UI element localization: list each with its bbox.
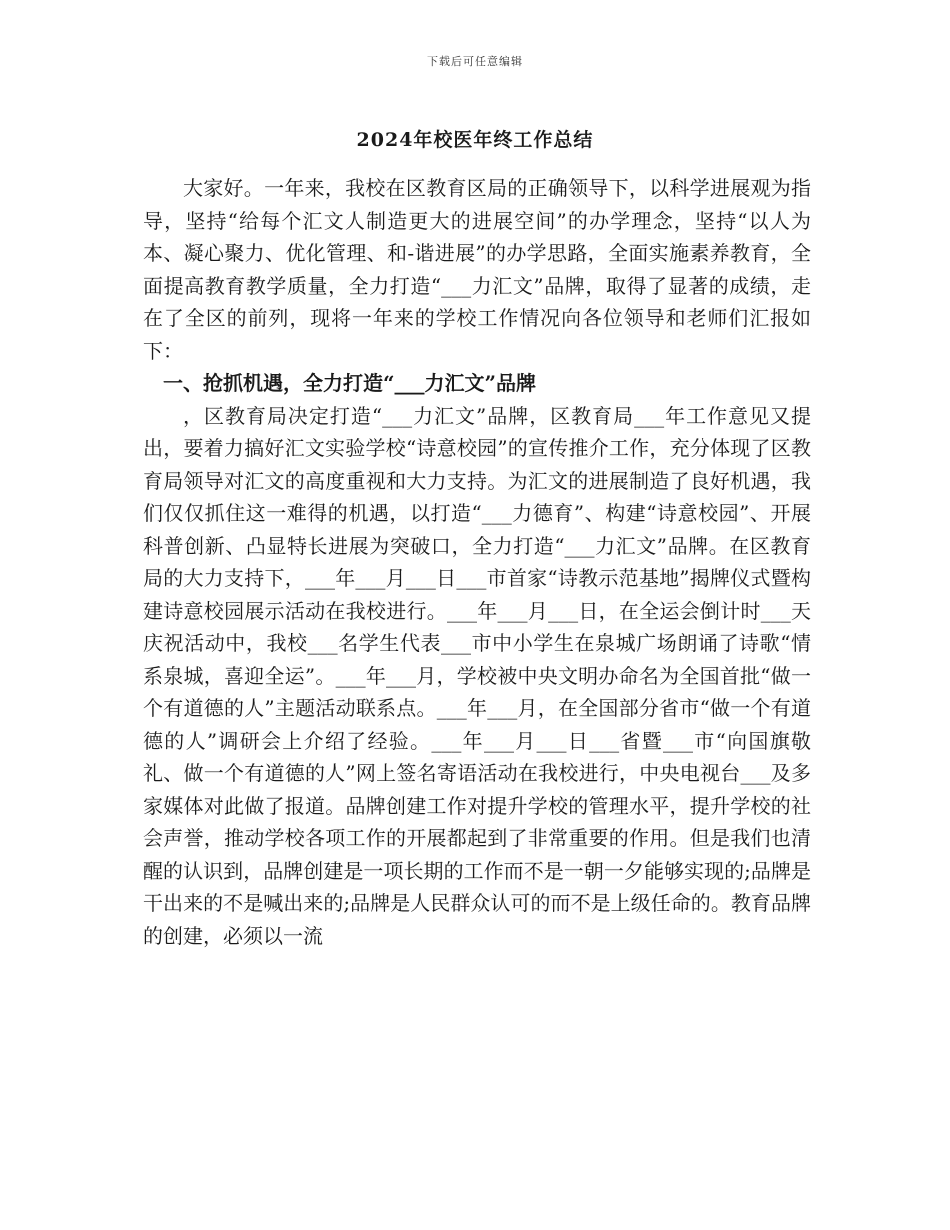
- section-1-paragraph: ，区教育局决定打造“___力汇文”品牌，区教育局___年工作意见又提出，要着力搞好汇文实验学校“诗意校园”的宣传推介工作，充分体现了区教育局领导对汇文的高度重视和大力支持。为汇文的进展制造了良好机遇，我们仅仅抓住这一难得的机遇，以打造“___力德育”、构建“诗意校园”、开展科普创新、凸显特长进展为突破口，全力打造“___力汇文”品牌。在区教育局的大力支持下，___年___月___日___市首家“诗教示范基地”揭牌仪式暨构建诗意校园展示活动在我校进行。___年___月___日，在全运会倒计时___天庆祝活动中，我校___名学生代表___市中小学生在泉城广场朗诵了诗歌“情系泉城，喜迎全运”。___年___月，学校被中央文明办命名为全国首批“做一个有道德的人”主题活动联系点。___年___月，在全国部分省市“做一个有道德的人”调研会上介绍了经验。___年___月___日___省暨___市“向国旗敬礼、做一个有道德的人”网上签名寄语活动在我校进行，中央电视台___及多家媒体对此做了报道。品牌创建工作对提升学校的管理水平，提升学校的社会声誉，推动学校各项工作的开展都起到了非常重要的作用。但是我们也清醒的认识到，品牌创建是一项长期的工作而不是一朝一夕能够实现的;品牌是干出来的不是喊出来的;品牌是人民群众认可的而不是上级任命的。教育品牌的创建，必须以一流: [143, 403, 811, 948]
- intro-paragraph: 大家好。一年来，我校在区教育区局的正确领导下，以科学进展观为指导，坚持“给每个汇文人制造更大的进展空间”的办学理念，坚持“以人为本、凝心聚力、优化管理、和-谐进展”的办学思路，全面实施素养教育，全面提高教育教学质量，全力打造“___力汇文”品牌，取得了显著的成绩，走在了全区的前列，现将一年来的学校工作情况向各位领导和老师们汇报如下：: [143, 176, 811, 363]
- document-body: [143, 172, 811, 952]
- header-note: 下载后可任意编辑: [427, 55, 523, 68]
- document-title: 2024年校医年终工作总结: [356, 129, 594, 151]
- section-heading-1: 一、抢抓机遇，全力打造“___力汇文”品牌: [163, 371, 537, 395]
